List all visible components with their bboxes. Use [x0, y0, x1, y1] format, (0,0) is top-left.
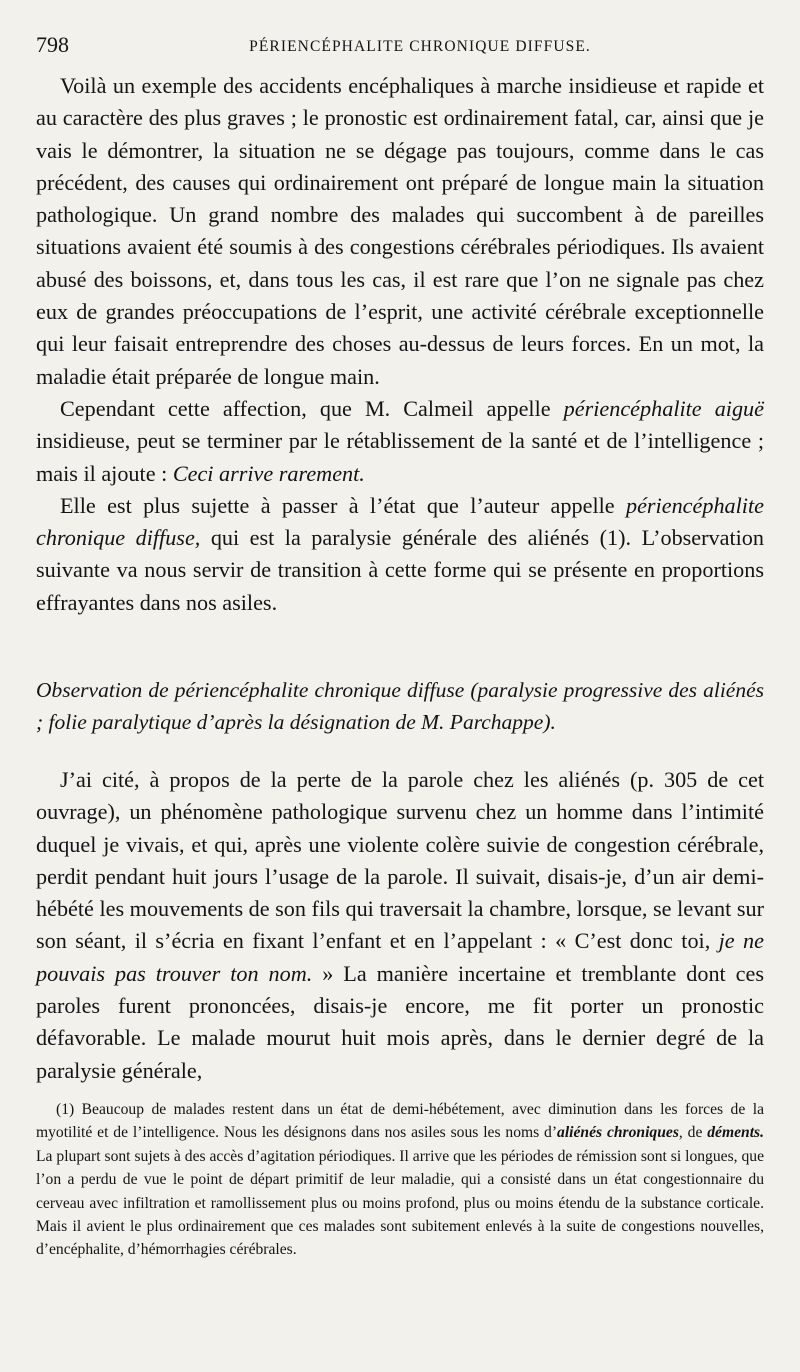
footnote	[36, 1098, 764, 1262]
body-text-lower	[36, 764, 764, 1087]
footnote-text-c: La plupart sont sujets à des accès d’agitation périodiques. Il arrive que les périodes de rémission sont si longues, que l’on a perdu de vue le point de départ primitif de leur maladie, qui a consisté dans un état congestionnaire du cerveau avec infiltration et ramollissement plus ou moins profond, plus ou moins étendu de la substance corticale. Mais il avient le plus ordinairement que ces malades sont subitement enlevés à la suite de congestions nouvelles, d’encéphalite, d’hémorrhagies cérébrales.	[36, 1147, 764, 1259]
page-number: 798	[36, 32, 69, 57]
paragraph-4-text-a: J’ai cité, à propos de la perte de la parole chez les aliénés (p. 305 de cet ouvrage), un phénomène pathologique survenu chez un homme dans l’intimité duquel je vivais, et qui, après une violente colère suivie de congestion cérébrale, perdit pendant huit jours l’usage de la parole. Il suivait, disais-je, d’un air demi-hébété les mouvements de son fils qui traversait la chambre, lorsque, se levant sur son séant, il s’écria en fixant l’enfant et en l’appelant : « C’est donc toi,	[36, 767, 764, 954]
paragraph-3	[36, 490, 764, 619]
footnote-1	[36, 1098, 764, 1262]
running-header	[36, 30, 764, 64]
footnote-italic-term-2: déments.	[707, 1124, 764, 1142]
paragraph-3-text-b: qui est la paralysie générale des aliénés (1). L’observation suivante va nous servir de transition à cette forme qui se présente en proportions effrayantes dans nos asiles.	[36, 525, 764, 615]
footnote-text-b: , de	[678, 1124, 708, 1142]
footnote-text-a: (1) Beaucoup de malades restent dans un état de demi-hébétement, avec diminution dans les forces de la myotilité et de l’intelligence. Nous les désignons dans nos asiles sous les noms d’	[36, 1101, 764, 1142]
footnote-italic-term-1: aliénés chroniques	[557, 1124, 679, 1142]
paragraph-3-italic-term: périencéphalite chronique diffuse,	[36, 492, 764, 551]
paragraph-2-text-b: insidieuse, peut se terminer par le rétablissement de la santé et de l’intelligence ; mais il ajoute :	[36, 428, 764, 486]
running-title: PÉRIENCÉPHALITE CHRONIQUE DIFFUSE.	[249, 38, 591, 55]
paragraph-1: Voilà un exemple des accidents encéphaliques à marche insidieuse et rapide et au caractère des plus graves ; le pronostic est ordinairement fatal, car, ainsi que je vais le démontrer, la situation ne se dégage pas toujours, comme dans le cas précédent, des causes qui ordinairement ont préparé de longue main la situation pathologique. Un grand nombre des malades qui succombent à de pareilles situations avaient été soumis à des congestions cérébrales périodiques. Ils avaient abusé des boissons, et, dans tous les cas, il est rare que l’on ne signale pas chez eux de grandes préoccupations de l’esprit, une activité cérébrale exceptionnelle qui leur faisait entreprendre des choses au-dessus de leurs forces. En un mot, la maladie était préparée de longue main.	[36, 73, 764, 389]
paragraph-2-text-a: Cependant cette affection, que M. Calmeil appelle	[60, 395, 564, 421]
paragraph-4-italic-quote: je ne pouvais pas trouver ton nom.	[36, 928, 764, 986]
paragraph-2-italic-term: périencéphalite aiguë	[563, 395, 764, 421]
paragraph-2	[36, 393, 764, 490]
body-text-upper	[36, 70, 764, 619]
paragraph-2-italic-quote: Ceci arrive rarement.	[172, 460, 365, 486]
observation-heading: Observation de périencéphalite chronique diffuse (paralysie progressive des aliénés ; folie paralytique d’après la désignation de M. Parchappe).	[36, 678, 764, 734]
paragraph-4	[36, 764, 764, 1087]
paragraph-3-text-a: Elle est plus sujette à passer à l’état que l’auteur appelle	[60, 492, 626, 518]
paragraph-4-text-b: » La manière incertaine et tremblante dont ces paroles furent prononcées, disais-je encore, me fit porter un pronostic défavorable. Le malade mourut huit mois après, dans le dernier degré de la paralysie générale,	[36, 960, 764, 1083]
